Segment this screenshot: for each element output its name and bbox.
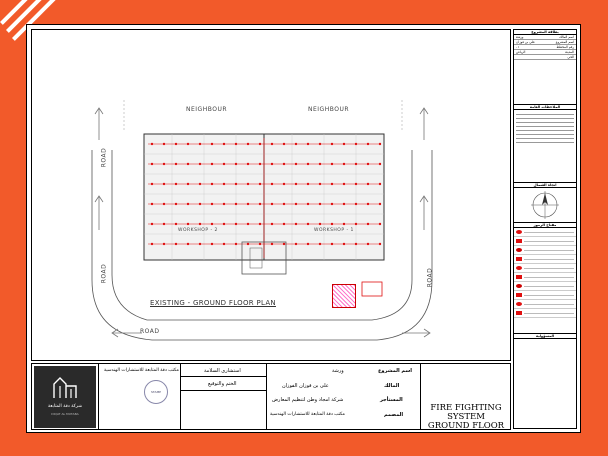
sprinkler-head — [151, 143, 153, 145]
sprinkler-head — [199, 143, 201, 145]
info-key: رقم المخطط — [556, 45, 574, 49]
legend-symbol-icon — [516, 284, 522, 288]
sprinkler-head — [367, 203, 369, 205]
logo-sub: DIQAT AL MUTABA — [51, 412, 79, 416]
sprinkler-head — [343, 203, 345, 205]
system-title-line2: GROUND FLOOR — [427, 421, 505, 431]
sprinkler-head — [247, 163, 249, 165]
qr-code — [332, 284, 356, 308]
legend-row — [514, 291, 576, 300]
sprinkler-head — [295, 243, 297, 245]
legend-row — [514, 273, 576, 282]
sprinkler-head — [343, 143, 345, 145]
legend-title: مفتاح الرموز — [514, 223, 576, 228]
project-value: ورشة — [332, 368, 344, 374]
workshop-label: WORKSHOP - 2 — [178, 228, 218, 233]
sprinkler-head — [151, 243, 153, 245]
road-label-left-bottom: ROAD — [100, 263, 108, 284]
info-value: علي بن فوزان — [516, 40, 535, 44]
legend-text-line — [524, 277, 574, 278]
legend-symbol-icon — [516, 239, 522, 243]
sprinkler-head — [163, 243, 165, 245]
legend-row — [514, 300, 576, 309]
responsibility-title: المسؤولية — [514, 334, 576, 339]
sprinkler-head — [379, 163, 381, 165]
office-name: مكتب دقة المتابعة للاستشارات الهندسية — [104, 368, 179, 373]
sprinkler-head — [355, 163, 357, 165]
legend-row — [514, 255, 576, 264]
logo-name: شركة دقة المتابعة — [47, 404, 83, 409]
sprinkler-head — [271, 243, 273, 245]
sprinkler-head — [163, 223, 165, 225]
sprinkler-head — [247, 203, 249, 205]
sprinkler-head — [319, 143, 321, 145]
sprinkler-head — [331, 223, 333, 225]
sprinkler-head — [319, 223, 321, 225]
sprinkler-head — [187, 183, 189, 185]
sprinkler-head — [175, 243, 177, 245]
sprinkler-head — [223, 143, 225, 145]
sprinkler-head — [307, 183, 309, 185]
legend-row — [514, 237, 576, 246]
sprinkler-head — [283, 163, 285, 165]
road-label-bottom: ROAD — [140, 328, 160, 335]
sprinkler-head — [199, 243, 201, 245]
sprinkler-head — [343, 223, 345, 225]
sprinkler-head — [307, 243, 309, 245]
sprinkler-head — [355, 223, 357, 225]
tenant-label: المستأجر — [380, 397, 403, 403]
sprinkler-head — [343, 243, 345, 245]
drawing-area — [31, 29, 511, 361]
system-title — [420, 404, 512, 431]
sprinkler-head — [175, 203, 177, 205]
north-arrow-icon — [514, 188, 576, 222]
sprinkler-head — [211, 143, 213, 145]
notes-title: الملاحظات العامة — [514, 105, 576, 110]
road-label-right: ROAD — [426, 267, 434, 288]
legend-symbol-icon — [516, 275, 522, 279]
sprinkler-head — [163, 163, 165, 165]
legend-text-line — [524, 232, 574, 233]
sprinkler-head — [223, 163, 225, 165]
sprinkler-head — [331, 143, 333, 145]
sprinkler-head — [247, 143, 249, 145]
legend-text-line — [524, 295, 574, 296]
north-title: اتجاه الشمال — [514, 183, 576, 188]
sprinkler-head — [271, 203, 273, 205]
sprinkler-head — [235, 143, 237, 145]
sprinkler-head — [187, 163, 189, 165]
sprinkler-head — [319, 243, 321, 245]
legend-symbol-icon — [516, 293, 522, 297]
sprinkler-head — [235, 243, 237, 245]
sprinkler-head — [199, 223, 201, 225]
sprinkler-head — [259, 163, 261, 165]
legend-symbol-icon — [516, 230, 522, 234]
sprinkler-head — [355, 143, 357, 145]
sprinkler-head — [247, 183, 249, 185]
sprinkler-head — [319, 203, 321, 205]
owner-value: على بن فوزان الفوزان — [282, 383, 329, 389]
sprinkler-head — [271, 143, 273, 145]
sprinkler-head — [151, 163, 153, 165]
legend-symbol-icon — [516, 266, 522, 270]
sprinkler-head — [247, 223, 249, 225]
sprinkler-head — [331, 203, 333, 205]
sprinkler-head — [223, 203, 225, 205]
sprinkler-head — [175, 163, 177, 165]
sprinkler-head — [295, 223, 297, 225]
info-panel — [513, 29, 577, 429]
legend-text-line — [524, 286, 574, 287]
sprinkler-head — [151, 203, 153, 205]
panel-header: بطاقة المشروع — [514, 30, 576, 35]
sprinkler-head — [295, 203, 297, 205]
sprinkler-head — [247, 243, 249, 245]
neighbour-label: NEIGHBOUR — [186, 106, 228, 113]
sprinkler-head — [319, 163, 321, 165]
safety-consultant-label: استشارى السلامة — [204, 368, 241, 374]
sprinkler-head — [355, 183, 357, 185]
info-key: الحي — [567, 55, 574, 59]
sprinkler-head — [199, 163, 201, 165]
tenant-value: شركة امجاد وطن لتنظيم المعارض — [272, 397, 344, 403]
legend-row — [514, 264, 576, 273]
legend-text-line — [524, 241, 574, 242]
info-spacer — [514, 60, 576, 105]
legend-text-line — [524, 259, 574, 260]
sprinkler-head — [259, 243, 261, 245]
sprinkler-head — [187, 203, 189, 205]
sprinkler-head — [259, 223, 261, 225]
sprinkler-head — [163, 183, 165, 185]
sprinkler-head — [331, 243, 333, 245]
sprinkler-head — [367, 163, 369, 165]
sprinkler-head — [211, 203, 213, 205]
sprinkler-head — [355, 243, 357, 245]
legend-symbol-icon — [516, 311, 522, 315]
info-key: اسم المشروع — [555, 40, 574, 44]
sprinkler-head — [379, 143, 381, 145]
sprinkler-head — [307, 143, 309, 145]
legend-symbol-icon — [516, 257, 522, 261]
sprinkler-head — [175, 183, 177, 185]
legend-row — [514, 228, 576, 237]
info-value: ورشة — [516, 35, 524, 39]
floor-plan — [32, 30, 510, 360]
sprinkler-head — [295, 143, 297, 145]
sprinkler-head — [295, 163, 297, 165]
sprinkler-head — [199, 183, 201, 185]
info-value: الرياض — [516, 50, 526, 54]
notes-block — [514, 110, 576, 183]
sprinkler-head — [187, 143, 189, 145]
legend-text-line — [524, 268, 574, 269]
legend-symbol-icon — [516, 248, 522, 252]
sprinkler-head — [379, 183, 381, 185]
building-logo-icon — [52, 376, 78, 400]
sprinkler-head — [367, 143, 369, 145]
sprinkler-head — [187, 223, 189, 225]
sprinkler-head — [151, 183, 153, 185]
sprinkler-head — [379, 223, 381, 225]
sprinkler-head — [175, 143, 177, 145]
sprinkler-head — [355, 203, 357, 205]
legend-text-line — [524, 250, 574, 251]
designer-value: مكتب دقة المتابعة للاستشارات الهندسية — [270, 412, 345, 417]
sprinkler-head — [271, 223, 273, 225]
sprinkler-head — [283, 143, 285, 145]
fire-room — [362, 282, 382, 296]
sprinkler-head — [379, 243, 381, 245]
sprinkler-head — [235, 183, 237, 185]
company-logo — [34, 366, 96, 428]
designer-label: المصمم — [384, 412, 404, 418]
sprinkler-head — [379, 203, 381, 205]
legend-list — [514, 228, 576, 309]
title-block — [31, 363, 511, 430]
sprinkler-head — [283, 243, 285, 245]
neighbour-label: NEIGHBOUR — [308, 106, 350, 113]
sprinkler-head — [259, 203, 261, 205]
office-stamp: STAMP — [144, 380, 168, 404]
sprinkler-head — [235, 203, 237, 205]
sprinkler-head — [163, 203, 165, 205]
sprinkler-head — [175, 223, 177, 225]
project-label: اسم المشروع — [378, 368, 412, 374]
north-arrow-box — [514, 188, 576, 223]
sprinkler-head — [295, 183, 297, 185]
drawing-sheet — [26, 24, 581, 433]
legend-text-line — [524, 313, 574, 314]
legend-text-line — [524, 304, 574, 305]
sprinkler-head — [211, 243, 213, 245]
sprinkler-head — [283, 223, 285, 225]
legend-row — [514, 282, 576, 291]
sprinkler-head — [367, 243, 369, 245]
sprinkler-head — [283, 203, 285, 205]
info-value: ٠١ — [516, 45, 520, 49]
workshop-label: WORKSHOP - 1 — [314, 228, 354, 233]
sprinkler-head — [223, 183, 225, 185]
sprinkler-head — [367, 223, 369, 225]
sprinkler-head — [259, 143, 261, 145]
system-title-line1: FIRE FIGHTING SYSTEM — [430, 403, 502, 422]
sprinkler-head — [235, 163, 237, 165]
sprinkler-head — [307, 163, 309, 165]
sprinkler-head — [223, 223, 225, 225]
sprinkler-head — [283, 183, 285, 185]
legend-row — [514, 246, 576, 255]
sprinkler-head — [211, 163, 213, 165]
sprinkler-head — [319, 183, 321, 185]
road-label-left-top: ROAD — [100, 147, 108, 168]
sprinkler-head — [235, 223, 237, 225]
sprinkler-head — [271, 183, 273, 185]
legend-symbol-icon — [516, 302, 522, 306]
sprinkler-head — [307, 223, 309, 225]
sprinkler-head — [331, 163, 333, 165]
sprinkler-head — [343, 163, 345, 165]
sprinkler-head — [199, 203, 201, 205]
sprinkler-head — [307, 203, 309, 205]
sprinkler-head — [163, 143, 165, 145]
sprinkler-head — [259, 183, 261, 185]
sprinkler-head — [223, 243, 225, 245]
info-key: اسم المالك — [558, 35, 574, 39]
owner-label: المالك — [384, 383, 400, 389]
sprinkler-head — [211, 183, 213, 185]
sprinkler-head — [367, 183, 369, 185]
sprinkler-head — [211, 223, 213, 225]
sprinkler-head — [331, 183, 333, 185]
info-key: المدينة — [565, 50, 574, 54]
seal-signature-label: الختم والتوقيع — [208, 381, 237, 387]
sprinkler-head — [187, 243, 189, 245]
sprinkler-head — [271, 163, 273, 165]
sprinkler-head — [343, 183, 345, 185]
sprinkler-head — [151, 223, 153, 225]
plan-title: EXISTING - GROUND FLOOR PLAN — [150, 299, 276, 307]
